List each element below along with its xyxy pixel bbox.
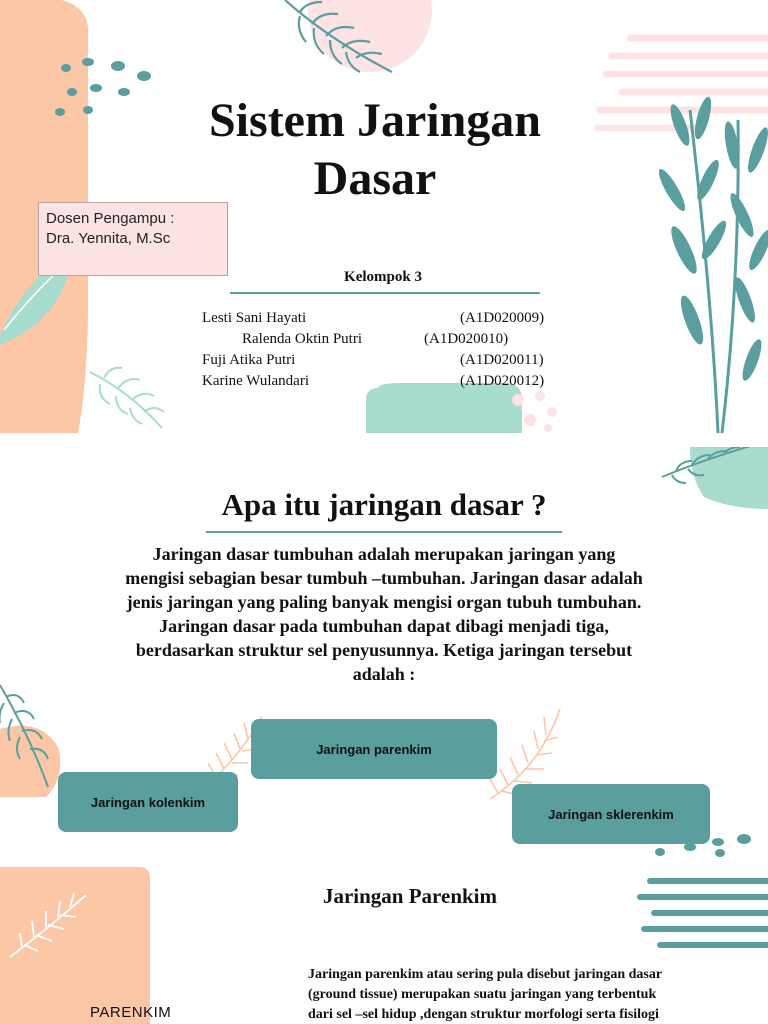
- paragraph-line: Jaringan dasar tumbuhan adalah merupakan jaringan yang: [152, 544, 616, 564]
- slide2-title: Apa itu jaringan dasar ?: [221, 487, 547, 522]
- paragraph-line: adalah :: [352, 664, 416, 684]
- parenkim-description: [308, 965, 748, 1024]
- member-id: (A1D020012): [460, 373, 545, 389]
- box-kolenkim: Jaringan kolenkim: [58, 772, 238, 832]
- intro-paragraph: [60, 542, 708, 686]
- member-name: Fuji Atika Putri: [202, 352, 296, 368]
- title-line-2: Dasar: [313, 152, 437, 205]
- dosen-name: Dra. Yennita, M.Sc: [46, 230, 171, 247]
- description-line: Jaringan parenkim atau sering pula disebut jaringan dasar: [308, 967, 663, 982]
- member-name: Ralenda Oktin Putri: [242, 331, 362, 347]
- description-line: (ground tissue) merupakan suatu jaringan yang terbentuk: [308, 987, 657, 1002]
- member-id: (A1D020011): [460, 352, 544, 368]
- teal-stripes-decoration: [640, 881, 768, 945]
- slide-content: [0, 447, 768, 1024]
- image-label: PARENKIM: [90, 1004, 172, 1021]
- paragraph-line: Jaringan dasar pada tumbuhan dapat dibagi menjadi tiga,: [159, 616, 609, 636]
- member-list: [0, 308, 768, 398]
- group-title: Kelompok 3: [344, 269, 422, 285]
- slide-gap: [0, 433, 768, 447]
- member-id: (A1D020010): [424, 331, 509, 347]
- pink-stripes-decoration: [598, 38, 768, 128]
- paragraph-line: jenis jaringan yang paling banyak mengisi organ tubuh tumbuhan.: [126, 592, 642, 612]
- description-line: dari sel –sel hidup ,dengan struktur morfologi serta fisilogi: [308, 1007, 659, 1022]
- title-line-1: Sistem Jaringan: [208, 94, 541, 147]
- box-sklerenkim: Jaringan sklerenkim: [512, 784, 710, 844]
- member-name: Lesti Sani Hayati: [202, 310, 307, 326]
- paragraph-line: berdasarkan struktur sel penyusunnya. Ketiga jaringan tersebut: [135, 640, 633, 660]
- member-id: (A1D020009): [460, 310, 545, 326]
- dosen-label: Dosen Pengampu :: [46, 210, 175, 227]
- member-name: Karine Wulandari: [202, 373, 309, 389]
- box-parenkim: Jaringan parenkim: [251, 719, 497, 779]
- slide-title: [0, 0, 768, 433]
- slide1-title: [150, 92, 600, 208]
- title-underline: [206, 531, 562, 533]
- section-subtitle: Jaringan Parenkim: [322, 884, 498, 908]
- paragraph-line: mengisi sebagian besar tumbuh –tumbuhan. Jaringan dasar adalah: [125, 568, 643, 588]
- group-divider: [230, 292, 540, 294]
- dosen-box: [38, 202, 228, 276]
